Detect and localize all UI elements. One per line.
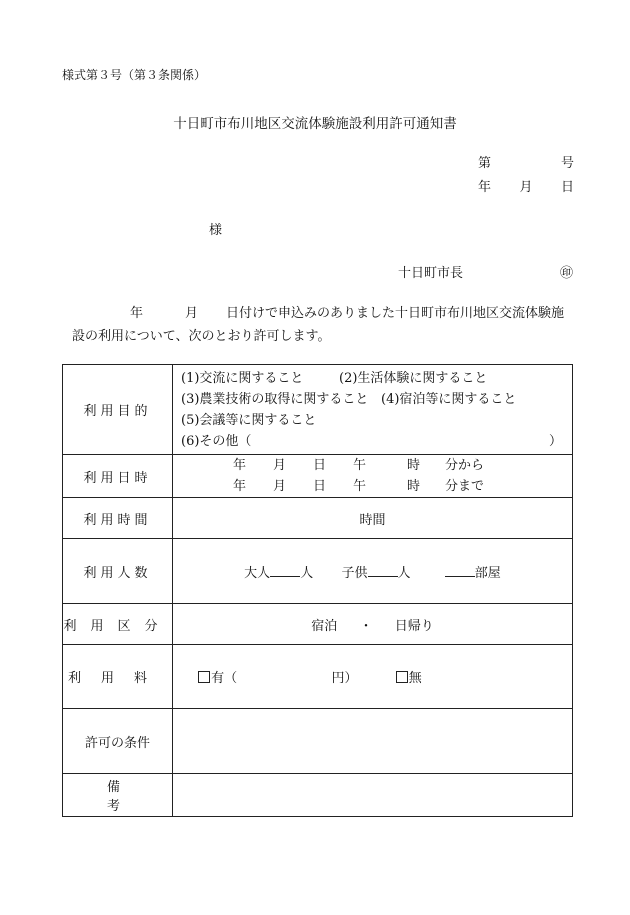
fee-options: 有（ 円） 無 [173,645,573,709]
date-month: 月 [519,180,533,195]
body-year: 年 [130,306,144,321]
label-purpose: 利用目的 [63,365,173,455]
seal-mark: ㊞ [560,266,574,281]
label-people: 利用人数 [63,539,173,604]
fee-yes-checkbox[interactable] [198,671,210,683]
datetime-fields [173,455,573,498]
category-stay: 宿泊 [311,618,338,634]
hours-value: 時間 [173,498,573,539]
label-hours: 利用時間 [63,498,173,539]
form-id: 様式第３号（第３条関係） [62,68,207,82]
label-datetime: 利用日時 [63,455,173,498]
purpose-opt6-close: ） [548,434,562,449]
document-number [478,152,574,171]
body-day-text: 日付けで申込みのありました十日町市布川地区交流体験施 [226,306,565,321]
people-fields: 大人 人 子供 人 部屋 [173,539,573,604]
row-purpose [63,365,573,455]
row-category [63,604,573,645]
row-fee [63,645,573,709]
addressee: 様 [209,223,223,238]
row-datetime [63,455,573,498]
remarks-value[interactable] [173,774,573,817]
body-month: 月 [185,306,199,321]
purpose-opt5: (5)会議等に関すること [181,413,317,428]
label-fee: 利用料 [63,645,173,709]
category-day-trip: 日帰り [394,618,434,634]
purpose-options [173,365,573,455]
conditions-value[interactable] [173,709,573,774]
purpose-opt4: (4)宿泊等に関すること [381,392,517,407]
body-text-line2: 設の利用について、次のとおり許可します。 [72,329,331,344]
purpose-opt6: (6)その他（ [181,434,252,449]
purpose-opt3: (3)農業技術の取得に関すること [181,392,369,407]
purpose-opt2: (2)生活体験に関すること [339,371,488,386]
row-people [63,539,573,604]
number-prefix: 第 [478,156,492,171]
fee-no-checkbox[interactable] [396,671,408,683]
datetime-to: 年 月 日 午 時 分まで [233,479,485,494]
datetime-from: 年 月 日 午 時 分から [233,458,485,473]
issuer: 十日町市長 [398,266,464,281]
row-hours [63,498,573,539]
label-remarks: 備考 [63,774,173,817]
purpose-opt1: (1)交流に関すること [181,371,304,386]
number-suffix: 号 [560,156,574,171]
label-category: 利用区分 [63,604,173,645]
row-conditions [63,709,573,774]
body-text-line1 [130,302,564,321]
date-day: 日 [560,180,574,195]
label-conditions: 許可の条件 [63,709,173,774]
date-year: 年 [478,180,492,195]
row-remarks [63,774,573,817]
category-options: 宿泊 ・ 日帰り [173,604,573,645]
issue-date [478,176,574,195]
document-title: 十日町市布川地区交流体験施設利用許可通知書 [173,116,457,132]
permit-table [62,364,573,817]
